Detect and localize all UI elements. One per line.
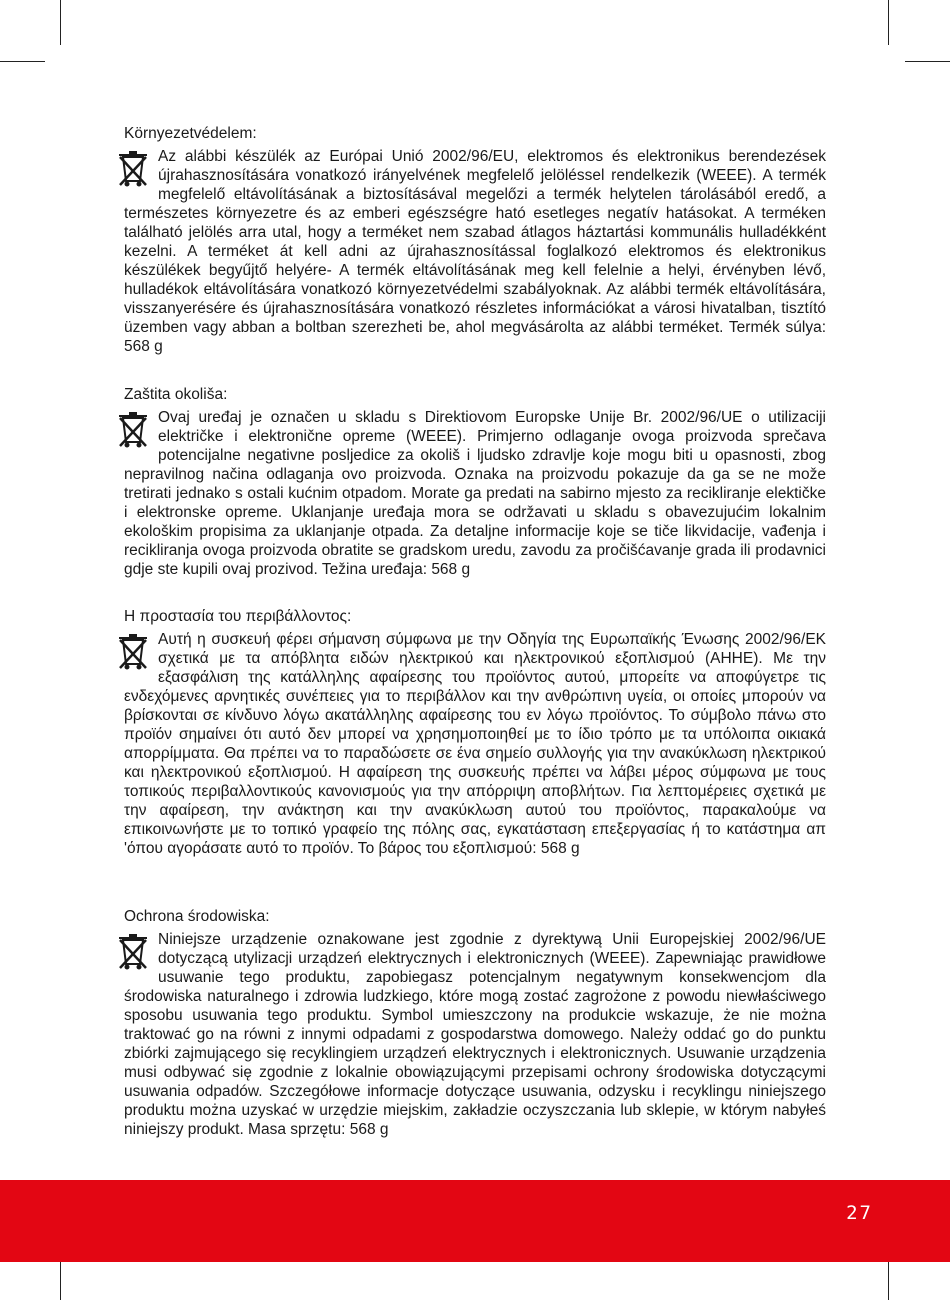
section-heading: Zaštita okoliša:	[124, 386, 228, 403]
weee-bin-icon	[116, 149, 152, 191]
crop-mark	[888, 0, 889, 45]
section-polish	[124, 907, 826, 1139]
section-text: Ovaj uređaj je označen u skladu s Direktiovom Europske Unije Br. 2002/96/UE o utilizaciji električke i elektronične opreme (WEEE). Primjerno odlaganje ovoga proizvoda sprečava potencijalne negativne posljedice za okoliš i ljudsko zdravlje koje mogu biti u opasnosti, zbog nepravilnog načina odlaganja ovo proizvoda. Oznaka na proizvodu pokazuje da ga se ne može tretirati jednako s ostali kućnim otpadom. Morate ga predati na sabirno mjesto za recikliranje elektičke i elektronske opreme. Uklanjanje uređaja mora se održavati u skladu s obavezujućim lokalnim ekološkim propisima za uklanjanje otpada. Za detaljne informacije koje se tiče likvidacije, vađenja i recikliranja ovoga proizvoda obratite se gradskom uredu, zavodu za pročišćavanje grada ili prodavnici gdje ste kupili ovaj prozivod. Težina uređaja: 568 g	[124, 409, 826, 578]
crop-mark	[60, 0, 61, 45]
section-text: Niniejsze urządzenie oznakowane jest zgodnie z dyrektywą Unii Europejskiej 2002/96/UE dotyczącą utylizacji urządzeń elektrycznych i elektronicznych (WEEE). Zapewniając prawidłowe usuwanie tego produktu, zapobiegasz potencjalnym negatywnym konsekwencjom dla środowiska naturalnego i zdrowia ludzkiego, które mogą zostać zagrożone z powodu niewłaściwego sposobu usuwania tego produktu. Symbol umieszczony na produkcie wskazuje, że nie można traktować go na równi z innymi odpadami z gospodarstwa domowego. Należy oddać go do punktu zbiórki zajmującego się recyklingiem urządzeń elektrycznych i elektronicznych. Usuwanie urządzenia musi odbywać się zgodnie z lokalnie obowiązującymi przepisami ochrony środowiska dotyczącymi usuwania odpadów. Szczegółowe informacje dotyczące usuwania, odzysku i recyklingu niniejszego produktu można uzyskać w urzędzie miejskim, zakładzie oczyszczania lub sklepie, w którym nabyłeś niniejszy produkt. Masa sprzętu: 568 g	[124, 931, 826, 1138]
section-hungarian	[124, 124, 826, 356]
crop-mark	[905, 61, 950, 62]
page-number: 27	[846, 1202, 873, 1224]
section-heading: Ochrona środowiska:	[124, 908, 270, 925]
crop-mark	[0, 61, 45, 62]
section-text: Αυτή η συσκευή φέρει σήμανση σύμφωνα με την Οδηγία της Ευρωπαϊκής Ένωσης 2002/96/ΕΚ σχετικά με τα απόβλητα ειδών ηλεκτρικού και ηλεκτρονικού εξοπλισμού (ΑΗΗΕ). Με την εξασφάλιση της κατάλληλης αφαίρεσης του προϊόντος αυτού, μπορείτε να αποφύγετρε τις ενδεχόμενες αρνητικές συνέπειες για το περιβάλλον και την ανθρώπινη υγεία, οι οποίες μπορούν να βρίσκονται σε κίνδυνο λόγω ακατάλληλης αφαίρεσης του εν λόγω προϊόντος. Το σύμβολο πάνω στο προϊόν σημαίνει ότι αυτό δεν μπορεί να χρησημοποιηθεί με το ίδιο τρόπο με τα υπόλοιπα οικιακά απορρίμματα. Θα πρέπει να το παραδώσετε σε ένα σημείο συλλογής για την ανακύκλωση ηλεκτρικού και ηλεκτρονικού εξοπλισμού. Η αφαίρεση της συσκευής πρέπει να λάβει μέρος σύμφωνα με τους τοπικούς περιβαλλοντικούς κανονισμούς για την απόρριψη αποβλήτων. Για λεπτομέρειες σχετικά με την αφαίρεση, την ανάκτηση και την ανακύκλωση αυτού του προϊόντος, παρακαλούμε να επικοινωνήστε με το τοπικό γραφείο της πόλης σας, εγκατάσταση επεξεργασίας ή το κατάστημα απ 'όπου αγοράσατε αυτό το προϊόν. Το βάρος του εξοπλισμού: 568 g	[124, 631, 826, 857]
weee-bin-icon	[116, 932, 152, 974]
section-croatian	[124, 385, 826, 579]
weee-bin-icon	[116, 410, 152, 452]
section-heading: Η προστασία του περιβάλλοντος:	[124, 608, 352, 625]
section-heading: Környezetvédelem:	[124, 125, 257, 142]
section-greek	[124, 607, 826, 858]
footer-band	[0, 1180, 950, 1262]
weee-bin-icon	[116, 632, 152, 674]
section-text: Az alábbi készülék az Európai Unió 2002/96/EU, elektromos és elektronikus berendezések újrahasznosítására vonatkozó irányelvének megfelelő jelöléssel rendelkezik (WEEE). A termék megfelelő eltávolításának a biztosításával megelőzi a termék helytelen tárolásából eredő, a természetes környezetre és az emberi egészségre ható esetleges negatív hatásokat. A terméken található jelölés arra utal, hogy a terméket nem szabad átlagos háztartási kommunális hulladékként kezelni. A terméket át kell adni az újrahasznosítással foglalkozó elektromos és elektronikus készülékek begyűjtő helyére- A termék eltávolításának meg kell felelnie a helyi, érvényben lévő, hulladékok eltávolítására vonatkozó környezetvédelmi szabályoknak. Az alábbi termék eltávolítására, visszanyerésére és újrahasznosítására vonatkozó részletes információkat a városi hivatalban, tisztító üzemben vagy abban a boltban szerezheti be, ahol megvásárolta az alábbi terméket. Termék súlya: 568 g	[124, 148, 826, 355]
